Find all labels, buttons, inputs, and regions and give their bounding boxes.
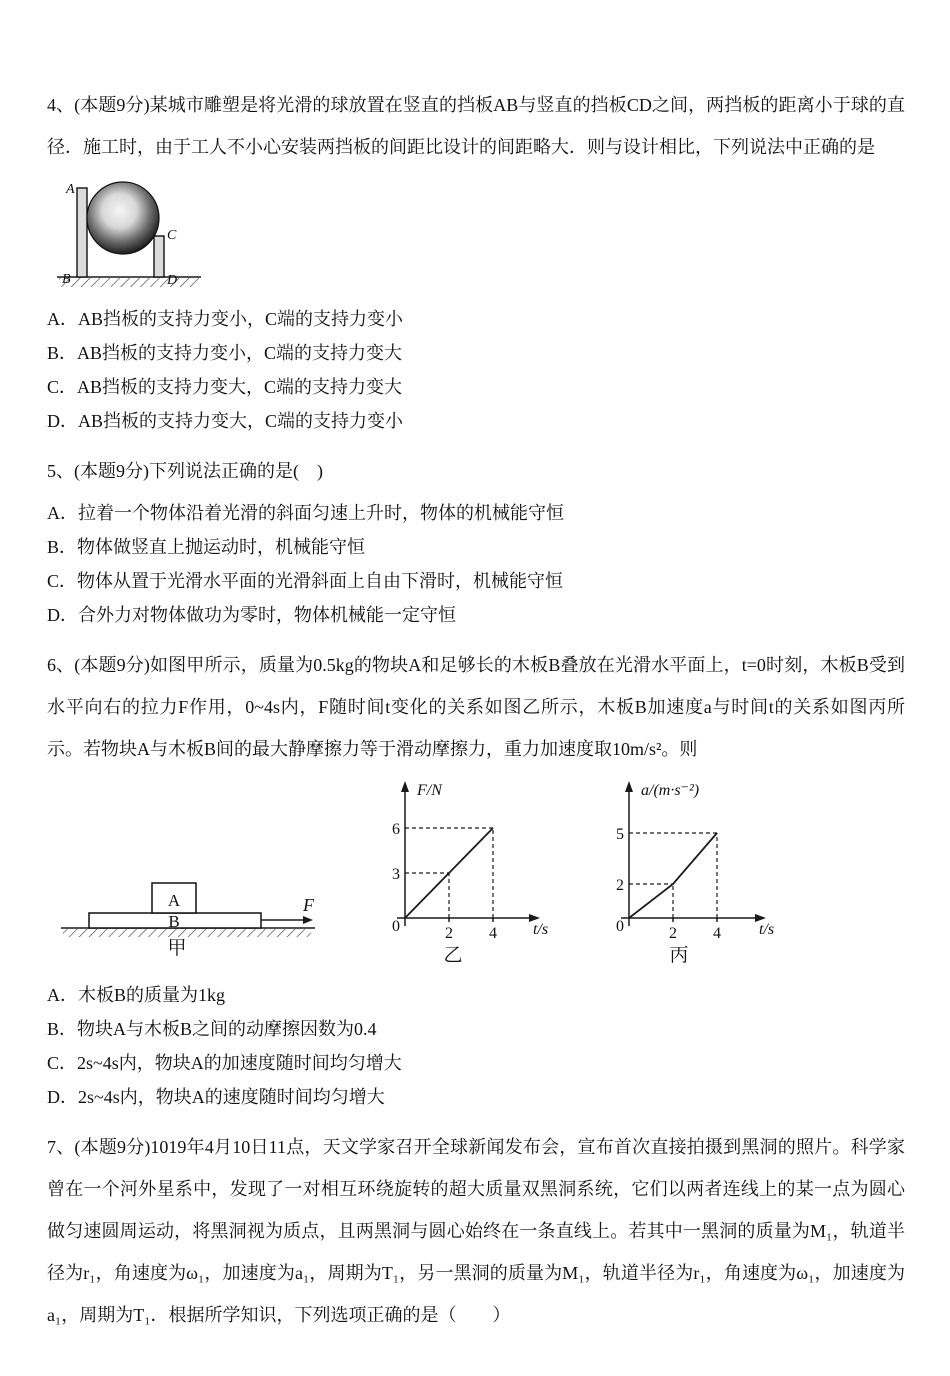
graph-yi-caption: 乙 xyxy=(443,945,463,966)
y-axis-label: a/(m·s⁻²) xyxy=(641,782,700,799)
question-6-option-d: D．2s~4s内，物块A的速度随时间均匀增大 xyxy=(47,1087,385,1107)
question-6-option-c: C．2s~4s内，物块A的加速度随时间均匀增大 xyxy=(47,1053,402,1073)
question-5-option-c: C．物体从置于光滑水平面的光滑斜面上自由下滑时，机械能守恒 xyxy=(47,571,564,591)
force-label: F xyxy=(303,895,314,915)
ball-between-boards-figure xyxy=(53,176,205,294)
y-tick-label: 3 xyxy=(392,866,400,883)
question-6-figures xyxy=(55,776,905,968)
board-ab xyxy=(77,188,87,277)
question-4-option-a: A．AB挡板的支持力变小，C端的支持力变小 xyxy=(47,309,404,329)
graph-bing-caption: 丙 xyxy=(669,945,689,966)
data-line xyxy=(629,833,717,918)
graph-yi-F-vs-t xyxy=(371,776,549,968)
question-4 xyxy=(47,84,905,438)
y-tick-label: 5 xyxy=(616,826,624,843)
question-6 xyxy=(47,644,905,1114)
question-4-figure xyxy=(53,176,905,294)
data-line xyxy=(405,828,493,918)
x-axis-label: t/s xyxy=(759,921,775,938)
board-label-a: A xyxy=(66,182,75,197)
origin-label: 0 xyxy=(616,918,624,935)
x-tick-label: 2 xyxy=(669,925,677,942)
question-4-option-d: D．AB挡板的支持力变大，C端的支持力变小 xyxy=(47,411,404,431)
plank-b-label: B xyxy=(168,912,180,931)
question-6-stem: 6、(本题9分)如图甲所示，质量为0.5kg的物块A和足够长的木板B叠放在光滑水平面上，t=0时刻，木板B受到水平向右的拉力F作用，0~4s内，F随时间t变化的关系如图乙所示，木板B加速度a与时间t的关系如图丙所示。若物块A与木板B间的最大静摩擦力等于滑动摩擦力，重力加速度取10m/s²。则 xyxy=(47,655,905,759)
board-label-b: B xyxy=(62,272,71,287)
x-tick-label: 2 xyxy=(445,925,453,942)
question-6-options xyxy=(47,978,905,1114)
question-6-option-a: A．木板B的质量为1kg xyxy=(47,985,226,1005)
y-tick-label: 2 xyxy=(616,877,624,894)
question-7 xyxy=(47,1126,905,1336)
question-7-stem: 7、(本题9分)1019年4月10日11点，天文学家召开全球新闻发布会，宣布首次直接拍摄到黑洞的照片。科学家曾在一个河外星系中，发现了一对相互环绕旋转的超大质量双黑洞系统，它们以两者连线上的某一点为圆心做匀速圆周运动，将黑洞视为质点，且两黑洞与圆心始终在一条直线上。若其中一黑洞的质量为M₁，轨道半径为r₁，角速度为ω₁，加速度为a₁，周期为T₁，另一黑洞的质量为M₁，轨道半径为r₁，角速度为ω₁，加速度为a₁，周期为T₁．根据所学知识，下列选项正确的是（ ） xyxy=(47,1137,905,1325)
board-label-c: C xyxy=(167,228,177,243)
question-5-option-b: B．物体做竖直上抛运动时，机械能守恒 xyxy=(47,537,366,557)
question-5-option-d: D．合外力对物体做功为零时，物体机械能一定守恒 xyxy=(47,605,456,625)
question-5-option-a: A．拉着一个物体沿着光滑的斜面匀速上升时，物体的机械能守恒 xyxy=(47,503,564,523)
force-arrowhead xyxy=(303,916,313,924)
ground-hatching xyxy=(59,278,199,287)
question-4-options xyxy=(47,302,905,438)
x-tick-label: 4 xyxy=(713,925,721,942)
board-cd xyxy=(154,236,164,277)
x-axis-label: t/s xyxy=(533,921,549,938)
y-axis-label: F/N xyxy=(417,782,442,799)
origin-label: 0 xyxy=(392,918,400,935)
y-axis-arrow xyxy=(625,781,633,792)
x-tick-label: 4 xyxy=(489,925,497,942)
board-label-d: D xyxy=(167,273,178,288)
question-5-stem: 5、(本题9分)下列说法正确的是( ) xyxy=(47,461,323,481)
question-6-option-b: B．物块A与木板B之间的动摩擦因数为0.4 xyxy=(47,1019,377,1039)
y-tick-label: 6 xyxy=(392,821,400,838)
question-5-options xyxy=(47,496,905,632)
ground-hatching xyxy=(63,929,311,937)
question-5 xyxy=(47,450,905,632)
figure-jia-caption: 甲 xyxy=(167,938,187,958)
blocks-diagram-jia xyxy=(55,832,323,958)
question-4-option-b: B．AB挡板的支持力变小，C端的支持力变大 xyxy=(47,343,403,363)
graph-bing-a-vs-t xyxy=(589,776,797,968)
question-4-stem: 4、(本题9分)某城市雕塑是将光滑的球放置在竖直的挡板AB与竖直的挡板CD之间，两挡板的距离小于球的直径．施工时，由于工人不小心安装两挡板的间距比设计的间距略大．则与设计相比，下列说法中正确的是 xyxy=(47,95,905,157)
question-4-option-c: C．AB挡板的支持力变大，C端的支持力变大 xyxy=(47,377,403,397)
sculpture-ball xyxy=(87,182,159,254)
block-a-label: A xyxy=(167,891,181,910)
y-axis-arrow xyxy=(401,781,409,792)
